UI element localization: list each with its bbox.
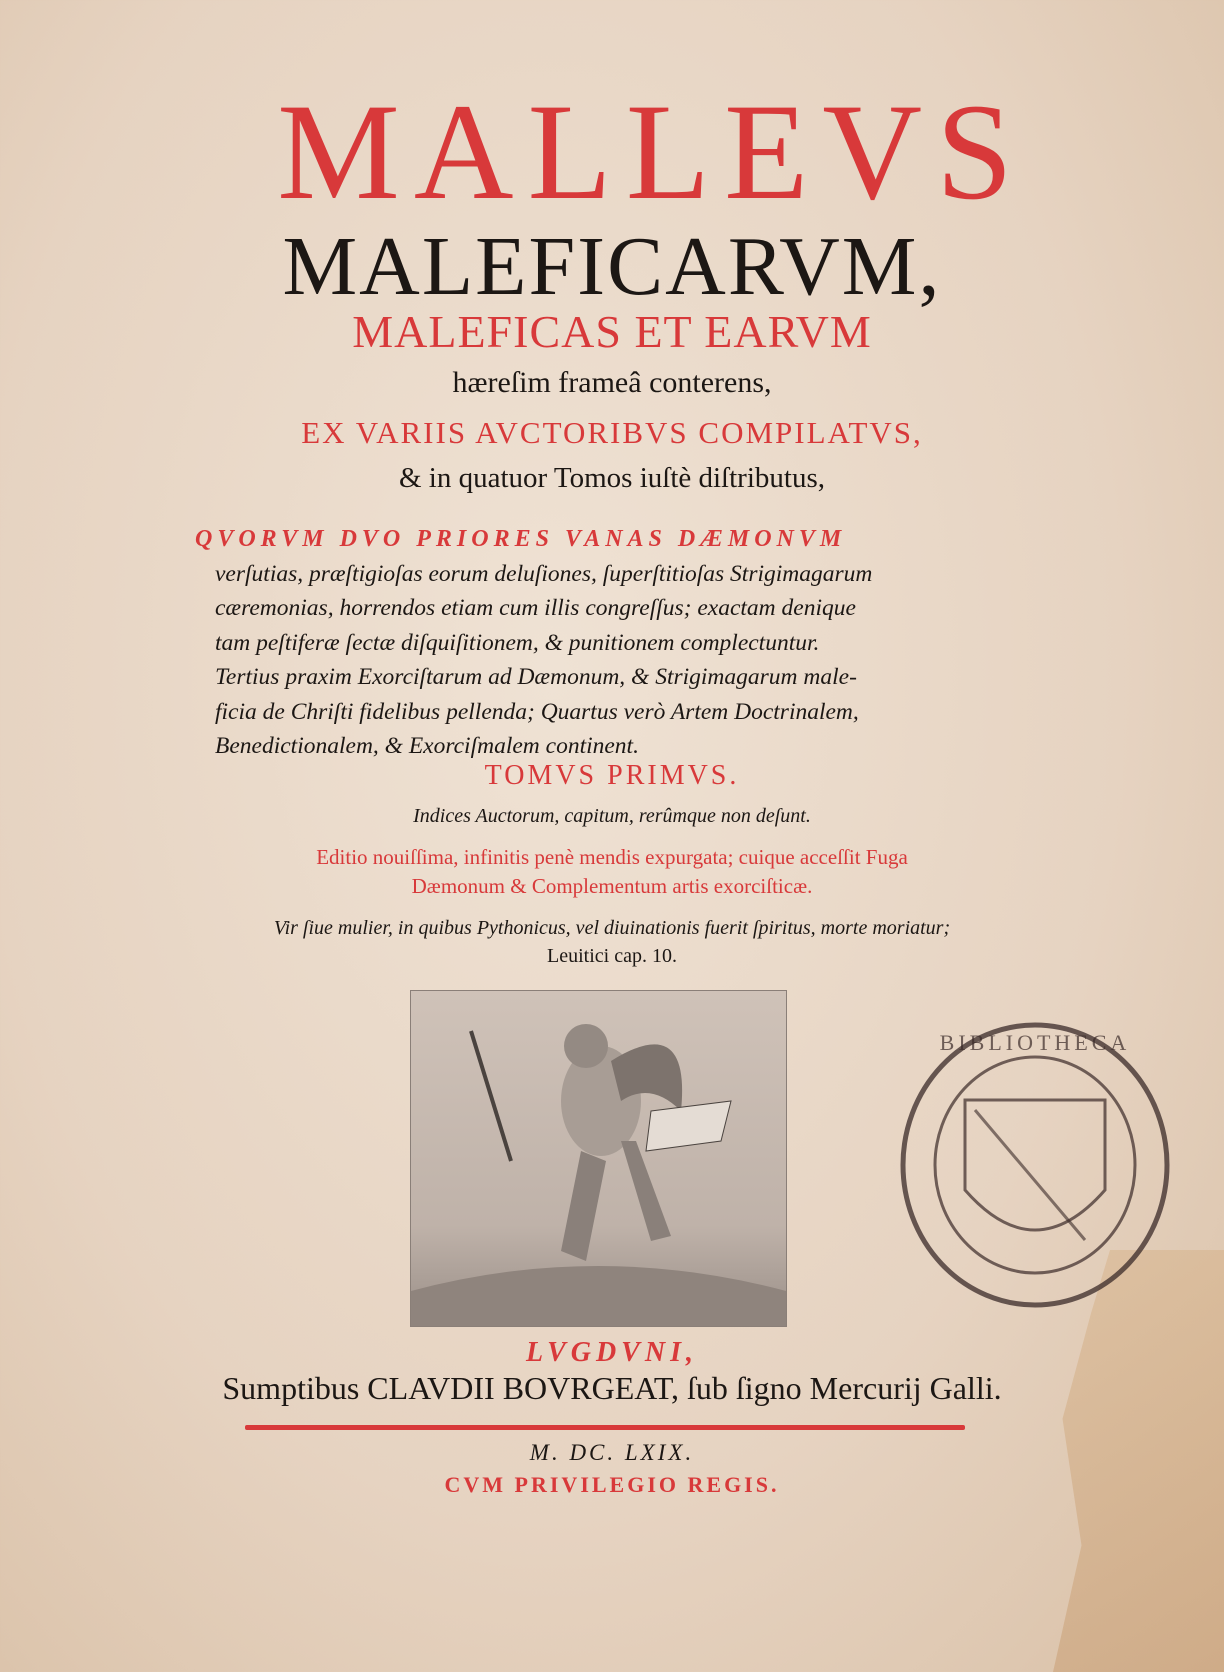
quote-line-1: Vir ſiue mulier, in quibus Pythonicus, vel diuinationis fuerit ſpiritus, morte moriatur;	[273, 917, 951, 939]
paragraph-line: tam peſtiferæ ſectæ diſquiſitionem, & punitionem complectuntur.	[215, 629, 820, 656]
library-stamp	[895, 1020, 1175, 1310]
publication-year: M. DC. LXIX.	[529, 1440, 695, 1465]
publisher-line: Sumptibus CLAVDII BOVRGEAT, ſub ſigno Mercurij Galli.	[222, 1370, 1002, 1406]
paragraph-head: QVORVM DVO PRIORES VANAS DÆMONVM	[195, 526, 847, 552]
edition-line-1: Editio nouiſſima, infinitis penè mendis expurgata; cuique acceſſit Fuga	[316, 845, 908, 869]
publication-place: LVGDVNI,	[526, 1337, 698, 1368]
title-line-4: hæreſim frameâ conterens,	[452, 366, 772, 399]
paragraph-line: Tertius praxim Exorciſtarum ad Dæmonum, & Strigimagarum male-	[215, 664, 857, 690]
paragraph-line: ficia de Chriſti fidelibus pellenda; Quartus verò Artem Doctrinalem,	[215, 698, 859, 725]
paragraph-line: cæremonias, horrendos etiam cum illis congreſſus; exactam denique	[215, 595, 856, 621]
mercury-engraving	[410, 990, 787, 1327]
red-divider-rule	[245, 1425, 965, 1430]
description-paragraph	[195, 522, 1015, 764]
quote-citation: Leuitici cap. 10.	[547, 945, 677, 967]
royal-privilege: CVM PRIVILEGIO REGIS.	[444, 1472, 780, 1497]
title-line-3: MALEFICAS ET EARVM	[352, 306, 872, 357]
paragraph-line: Benedictionalem, & Exorciſmalem continent.	[215, 733, 639, 759]
svg-text:BIBLIOTHECA: BIBLIOTHECA	[939, 1030, 1131, 1055]
edition-line-2: Dæmonum & Complementum artis exorciſticæ.	[411, 874, 813, 898]
book-subtitle: MALEFICARVM,	[282, 220, 942, 313]
volume-label: TOMVS PRIMVS.	[484, 760, 740, 791]
title-line-5: EX VARIIS AVCTORIBVS COMPILATVS,	[301, 415, 923, 450]
title-line-6: & in quatuor Tomos iuſtè diſtributus,	[399, 462, 825, 494]
indices-note: Indices Auctorum, capitum, rerûmque non deſunt.	[413, 805, 811, 827]
paragraph-line: verſutias, præſtigioſas eorum deluſiones, ſuperſtitioſas Strigimagarum	[215, 560, 873, 587]
book-title: MALLEVS	[277, 75, 1027, 228]
mercury-figure-illustration	[411, 991, 786, 1326]
